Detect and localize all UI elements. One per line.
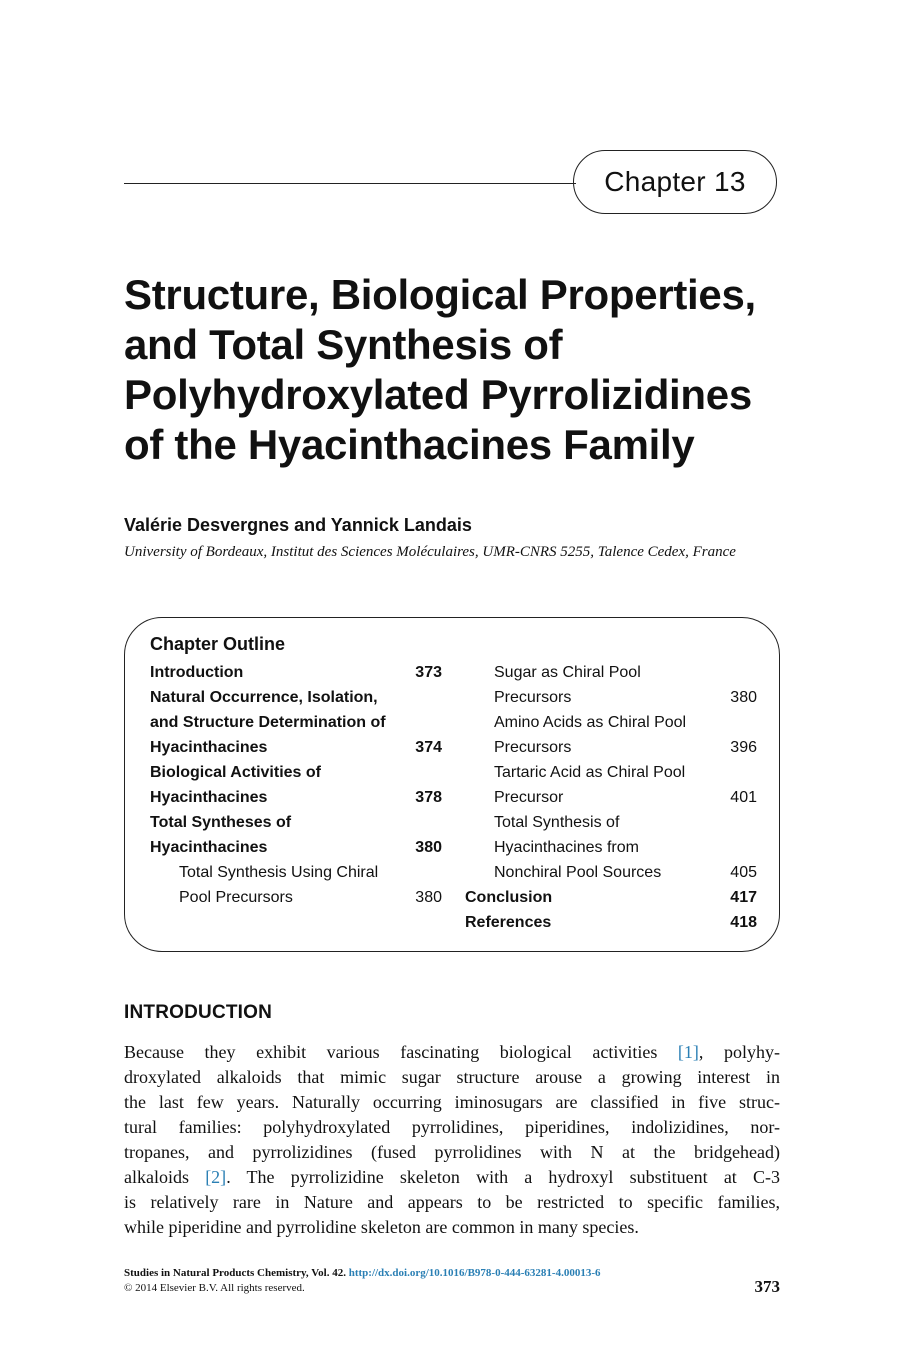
chapter-outline-heading: Chapter Outline (150, 634, 286, 654)
paragraph-line (124, 1140, 780, 1165)
outline-entry-page: 380 (730, 689, 757, 706)
outline-entry-text: Total Synthesis of (494, 814, 620, 831)
outline-entry-text: Natural Occurrence, Isolation, (150, 689, 378, 706)
text-run: , polyhy- (698, 1042, 780, 1062)
outline-entry-page: 401 (730, 789, 757, 806)
outline-entry[interactable] (465, 760, 757, 785)
outline-entry[interactable] (150, 735, 442, 760)
section-heading-introduction: INTRODUCTION (124, 1002, 273, 1023)
text-run: alkaloids (124, 1167, 206, 1187)
chapter-outline-box (124, 617, 780, 952)
outline-entry[interactable] (465, 735, 757, 760)
outline-entry[interactable] (150, 835, 442, 860)
outline-entry-text: Precursor (494, 789, 564, 806)
copyright: © 2014 Elsevier B.V. All rights reserved. (124, 1282, 305, 1294)
outline-entry[interactable] (150, 660, 442, 685)
introduction-paragraph (124, 1040, 780, 1240)
affiliation: University of Bordeaux, Institut des Sciences Moléculaires, UMR-CNRS 5255, Talence Cedex, France (124, 544, 736, 560)
outline-entry-text: Conclusion (465, 889, 553, 906)
citation-link[interactable]: [2] (205, 1167, 227, 1187)
chapter-label: Chapter 13 (573, 150, 777, 214)
outline-entry[interactable] (150, 785, 442, 810)
paragraph-line (124, 1165, 780, 1190)
outline-entry-text: Total Syntheses of (150, 814, 292, 831)
text-run: droxylated alkaloids that mimic sugar structure arouse a growing interest in (124, 1067, 780, 1087)
outline-entry[interactable] (150, 810, 442, 835)
text-run: the last few years. Naturally occurring iminosugars are classified in five struc- (124, 1092, 780, 1112)
outline-entry-page: 405 (730, 864, 757, 881)
outline-entry-text: Hyacinthacines (150, 739, 268, 756)
outline-entry-page: 374 (415, 739, 442, 756)
paragraph-line (124, 1215, 780, 1240)
chapter-rule (124, 183, 576, 184)
outline-entry[interactable] (150, 885, 442, 910)
outline-entry-page: 380 (415, 839, 442, 856)
outline-entry-page: 380 (415, 889, 442, 906)
paragraph-line (124, 1065, 780, 1090)
chapter-title-line: and Total Synthesis of (124, 321, 563, 368)
outline-entry-text: Sugar as Chiral Pool (494, 664, 641, 681)
paragraph-line (124, 1115, 780, 1140)
chapter-title-line: Polyhydroxylated Pyrrolizidines (124, 371, 752, 418)
text-run: Because they exhibit various fascinating biological activities (124, 1042, 678, 1062)
outline-right-column (465, 660, 757, 935)
outline-entry[interactable] (465, 660, 757, 685)
text-run: . The pyrrolizidine skeleton with a hydroxyl substituent at C-3 (226, 1167, 780, 1187)
outline-entry-text: Hyacinthacines (150, 839, 268, 856)
text-run: while piperidine and pyrrolidine skeleton are common in many species. (124, 1217, 639, 1237)
outline-entry-text: Amino Acids as Chiral Pool (494, 714, 687, 731)
paragraph-line (124, 1090, 780, 1115)
outline-entry[interactable] (465, 785, 757, 810)
outline-entry[interactable] (150, 685, 442, 710)
outline-entry-text: Total Synthesis Using Chiral (179, 864, 379, 881)
outline-entry[interactable] (465, 910, 757, 935)
authors: Valérie Desvergnes and Yannick Landais (124, 515, 472, 535)
text-run: is relatively rare in Nature and appears to be restricted to specific families, (124, 1192, 780, 1212)
chapter-title-line: of the Hyacinthacines Family (124, 421, 695, 468)
outline-entry[interactable] (465, 885, 757, 910)
outline-entry[interactable] (465, 860, 757, 885)
text-run: tural families: polyhydroxylated pyrrolidines, piperidines, indolizidines, nor- (124, 1117, 780, 1137)
citation-link[interactable]: [1] (677, 1042, 699, 1062)
outline-entry[interactable] (150, 710, 442, 735)
outline-entry-text: References (465, 914, 552, 931)
outline-entry-page: 396 (730, 739, 757, 756)
outline-entry-page: 418 (730, 914, 757, 931)
outline-entry[interactable] (150, 860, 442, 885)
chapter-title-line: Structure, Biological Properties, (124, 271, 756, 318)
outline-entry-page: 417 (730, 889, 757, 906)
outline-entry-text: and Structure Determination of (150, 714, 386, 731)
chapter-title (124, 270, 804, 470)
doi-link[interactable]: http://dx.doi.org/10.1016/B978-0-444-63281-4.00013-6 (348, 1267, 601, 1279)
outline-left-column (150, 660, 442, 910)
paragraph-line (124, 1190, 780, 1215)
footer-citation (124, 1266, 601, 1296)
outline-entry-text: Precursors (494, 739, 572, 756)
outline-entry[interactable] (465, 810, 757, 835)
outline-entry-text: Hyacinthacines (150, 789, 268, 806)
outline-entry-text: Hyacinthacines from (494, 839, 639, 856)
outline-entry[interactable] (150, 760, 442, 785)
outline-entry-page: 373 (415, 664, 442, 681)
outline-entry[interactable] (465, 710, 757, 735)
outline-entry[interactable] (465, 835, 757, 860)
outline-entry-text: Introduction (150, 664, 244, 681)
journal-citation: Studies in Natural Products Chemistry, Vol. 42. (124, 1267, 346, 1279)
paragraph-line (124, 1040, 780, 1065)
outline-entry-text: Tartaric Acid as Chiral Pool (494, 764, 686, 781)
outline-entry-text: Nonchiral Pool Sources (494, 864, 662, 881)
outline-entry-text: Pool Precursors (179, 889, 293, 906)
outline-entry-text: Precursors (494, 689, 572, 706)
outline-entry-page: 378 (415, 789, 442, 806)
page-number: 373 (754, 1277, 780, 1296)
text-run: tropanes, and pyrrolizidines (fused pyrrolidines with N at the bridgehead) (124, 1142, 780, 1162)
outline-entry-text: Biological Activities of (150, 764, 321, 781)
outline-entry[interactable] (465, 685, 757, 710)
